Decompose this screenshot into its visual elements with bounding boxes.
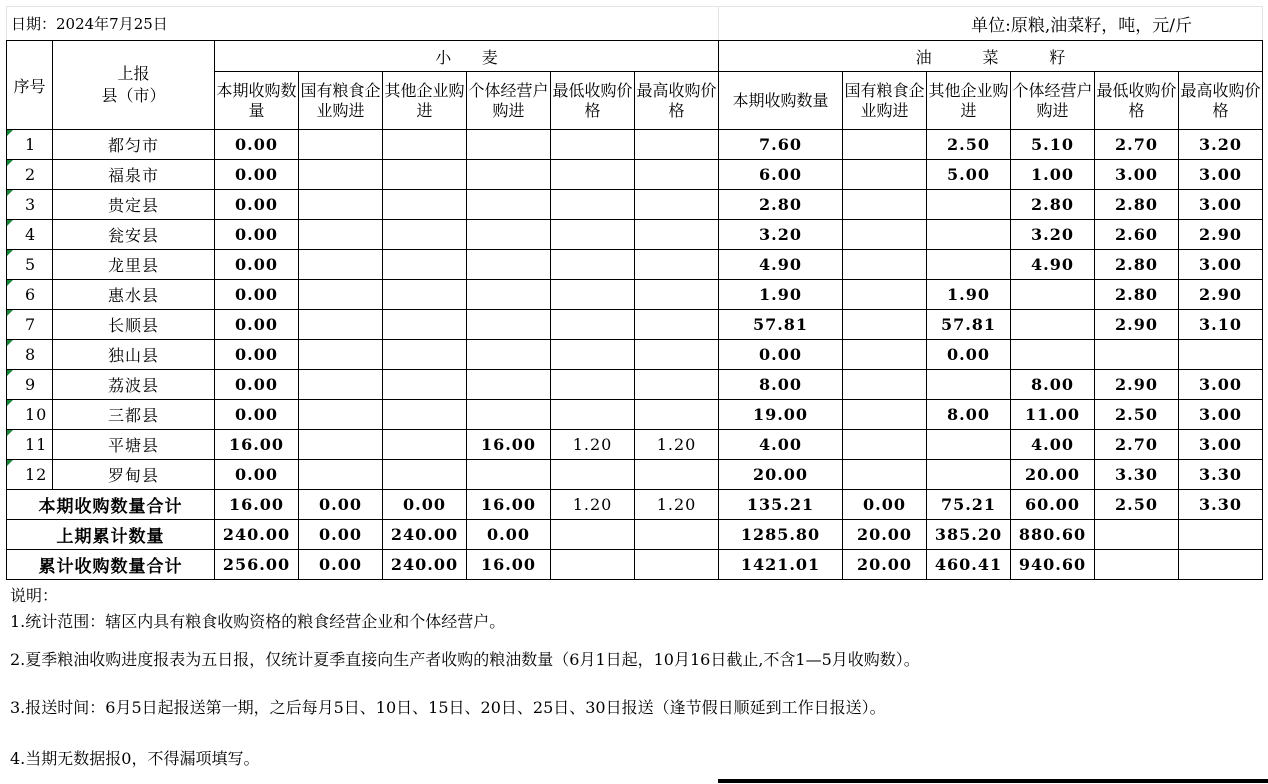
county-name[interactable]: 都匀市 xyxy=(53,130,215,160)
group-header-row xyxy=(7,41,1263,72)
wheat-cell[interactable]: 0.00 xyxy=(215,370,299,400)
note-item[interactable]: 4.当期无数据报0，不得漏项填写。 xyxy=(10,749,260,768)
sheet-bottom-edge xyxy=(718,779,1268,783)
rapeseed-col-header[interactable]: 最低收购价格 xyxy=(1095,72,1179,130)
wheat-cell[interactable] xyxy=(551,220,635,250)
rapeseed-cell[interactable] xyxy=(843,190,927,220)
wheat-cell[interactable]: 0.00 xyxy=(215,280,299,310)
total-row xyxy=(7,520,1263,550)
rapeseed-cell[interactable] xyxy=(843,160,927,190)
rapeseed-cell[interactable] xyxy=(927,430,1011,460)
table-row xyxy=(7,250,1263,280)
rapeseed-col-header[interactable]: 个体经营户购进 xyxy=(1011,72,1095,130)
wheat-cell[interactable] xyxy=(383,340,467,370)
wheat-cell[interactable] xyxy=(551,280,635,310)
rapeseed-cell[interactable]: 3.00 xyxy=(1179,190,1263,220)
wheat-cell[interactable] xyxy=(551,310,635,340)
rapeseed-cell[interactable] xyxy=(1011,340,1095,370)
note-item[interactable]: 3.报送时间：6月5日起报送第一期，之后每月5日、10日、15日、20日、25日、30日报送（逢节假日顺延到工作日报送）。 xyxy=(10,698,886,717)
rapeseed-cell[interactable] xyxy=(843,280,927,310)
purchase-table xyxy=(6,6,1263,580)
rapeseed-cell[interactable]: 0.00 xyxy=(719,340,843,370)
wheat-group-header[interactable]: 小 麦 xyxy=(215,41,719,72)
wheat-cell[interactable] xyxy=(383,310,467,340)
rapeseed-cell[interactable]: 3.00 xyxy=(1179,400,1263,430)
rapeseed-cell[interactable]: 3.00 xyxy=(1095,160,1179,190)
wheat-cell[interactable] xyxy=(635,370,719,400)
rapeseed-total-cell[interactable] xyxy=(1095,550,1179,580)
rapeseed-total-cell[interactable]: 460.41 xyxy=(927,550,1011,580)
wheat-total-cell[interactable]: 16.00 xyxy=(215,490,299,520)
rapeseed-cell[interactable]: 1.90 xyxy=(719,280,843,310)
rapeseed-cell[interactable]: 2.80 xyxy=(1095,250,1179,280)
wheat-total-cell[interactable]: 0.00 xyxy=(299,520,383,550)
rapeseed-cell[interactable] xyxy=(927,370,1011,400)
wheat-cell[interactable] xyxy=(299,400,383,430)
rapeseed-cell[interactable]: 3.20 xyxy=(1011,220,1095,250)
wheat-cell[interactable] xyxy=(551,190,635,220)
row-seq[interactable]: 9 xyxy=(7,370,53,400)
rapeseed-total-cell[interactable]: 0.00 xyxy=(843,490,927,520)
rapeseed-col-header[interactable]: 其他企业购进 xyxy=(927,72,1011,130)
rapeseed-total-cell[interactable]: 1285.80 xyxy=(719,520,843,550)
wheat-cell[interactable]: 0.00 xyxy=(215,310,299,340)
rapeseed-cell[interactable] xyxy=(843,220,927,250)
rapeseed-total-cell[interactable] xyxy=(1179,520,1263,550)
wheat-cell[interactable] xyxy=(551,130,635,160)
county-name[interactable]: 荔波县 xyxy=(53,370,215,400)
wheat-cell[interactable] xyxy=(635,220,719,250)
table-row xyxy=(7,370,1263,400)
wheat-cell[interactable]: 1.20 xyxy=(551,430,635,460)
wheat-cell[interactable] xyxy=(551,250,635,280)
row-seq[interactable]: 7 xyxy=(7,310,53,340)
rapeseed-cell[interactable]: 3.20 xyxy=(719,220,843,250)
rapeseed-cell[interactable]: 3.00 xyxy=(1179,370,1263,400)
row-seq[interactable]: 4 xyxy=(7,220,53,250)
unit-label[interactable]: 单位:原粮,油菜籽，吨，元/斤 xyxy=(719,7,1263,41)
rapeseed-cell[interactable] xyxy=(1095,340,1179,370)
county-name[interactable]: 长顺县 xyxy=(53,310,215,340)
wheat-cell[interactable] xyxy=(299,220,383,250)
table-row xyxy=(7,400,1263,430)
row-seq[interactable]: 2 xyxy=(7,160,53,190)
rapeseed-total-cell[interactable]: 20.00 xyxy=(843,520,927,550)
wheat-cell[interactable] xyxy=(467,160,551,190)
wheat-col-header[interactable]: 最高收购价格 xyxy=(635,72,719,130)
row-seq[interactable]: 6 xyxy=(7,280,53,310)
rapeseed-total-cell[interactable]: 385.20 xyxy=(927,520,1011,550)
rapeseed-total-cell[interactable]: 940.60 xyxy=(1011,550,1095,580)
wheat-col-header[interactable]: 国有粮食企业购进 xyxy=(299,72,383,130)
wheat-cell[interactable] xyxy=(551,340,635,370)
wheat-cell[interactable] xyxy=(635,250,719,280)
rapeseed-total-cell[interactable]: 2.50 xyxy=(1095,490,1179,520)
note-item[interactable]: 2.夏季粮油收购进度报表为五日报，仅统计夏季直接向生产者收购的粮油数量（6月1日起，10月16日截止,不含1—5月收购数）。 xyxy=(10,650,920,669)
wheat-cell[interactable] xyxy=(383,460,467,490)
wheat-cell[interactable] xyxy=(635,460,719,490)
table-row xyxy=(7,340,1263,370)
wheat-cell[interactable] xyxy=(551,370,635,400)
wheat-cell[interactable]: 16.00 xyxy=(467,430,551,460)
wheat-cell[interactable] xyxy=(467,400,551,430)
rapeseed-cell[interactable]: 8.00 xyxy=(1011,370,1095,400)
wheat-cell[interactable] xyxy=(635,190,719,220)
rapeseed-cell[interactable] xyxy=(927,190,1011,220)
rapeseed-cell[interactable]: 2.50 xyxy=(927,130,1011,160)
rapeseed-total-cell[interactable]: 60.00 xyxy=(1011,490,1095,520)
rapeseed-cell[interactable]: 2.90 xyxy=(1179,280,1263,310)
total-label[interactable]: 累计收购数量合计 xyxy=(7,550,215,580)
rapeseed-cell[interactable]: 4.90 xyxy=(719,250,843,280)
wheat-cell[interactable] xyxy=(299,310,383,340)
table-row xyxy=(7,280,1263,310)
wheat-cell[interactable] xyxy=(635,400,719,430)
wheat-total-cell[interactable]: 1.20 xyxy=(551,490,635,520)
rapeseed-cell[interactable]: 4.90 xyxy=(1011,250,1095,280)
wheat-cell[interactable] xyxy=(467,370,551,400)
rapeseed-cell[interactable] xyxy=(843,250,927,280)
wheat-total-cell[interactable]: 0.00 xyxy=(299,550,383,580)
wheat-cell[interactable] xyxy=(635,340,719,370)
rapeseed-cell[interactable]: 8.00 xyxy=(927,400,1011,430)
wheat-col-header[interactable]: 个体经营户购进 xyxy=(467,72,551,130)
rapeseed-cell[interactable] xyxy=(1011,310,1095,340)
wheat-cell[interactable] xyxy=(383,400,467,430)
wheat-col-header[interactable]: 本期收购数量 xyxy=(215,72,299,130)
rapeseed-cell[interactable]: 7.60 xyxy=(719,130,843,160)
county-name[interactable]: 平塘县 xyxy=(53,430,215,460)
wheat-cell[interactable] xyxy=(299,130,383,160)
row-seq[interactable]: 5 xyxy=(7,250,53,280)
wheat-cell[interactable] xyxy=(383,190,467,220)
title-row xyxy=(7,7,1263,41)
table-row xyxy=(7,460,1263,490)
rapeseed-cell[interactable]: 57.81 xyxy=(719,310,843,340)
wheat-total-cell[interactable]: 0.00 xyxy=(299,490,383,520)
wheat-cell[interactable] xyxy=(299,250,383,280)
table-row xyxy=(7,310,1263,340)
rapeseed-cell[interactable] xyxy=(927,250,1011,280)
wheat-cell[interactable]: 0.00 xyxy=(215,190,299,220)
rapeseed-col-header[interactable]: 本期收购数量 xyxy=(719,72,843,130)
wheat-cell[interactable]: 0.00 xyxy=(215,460,299,490)
rapeseed-cell[interactable]: 3.30 xyxy=(1095,460,1179,490)
wheat-cell[interactable] xyxy=(467,220,551,250)
rapeseed-cell[interactable]: 0.00 xyxy=(927,340,1011,370)
row-seq[interactable]: 10 xyxy=(7,400,53,430)
wheat-cell[interactable] xyxy=(383,430,467,460)
wheat-total-cell[interactable]: 16.00 xyxy=(467,490,551,520)
county-name[interactable]: 贵定县 xyxy=(53,190,215,220)
county-name[interactable]: 三都县 xyxy=(53,400,215,430)
wheat-cell[interactable]: 0.00 xyxy=(215,340,299,370)
rapeseed-cell[interactable]: 2.50 xyxy=(1095,400,1179,430)
notes xyxy=(10,585,1260,784)
wheat-cell[interactable]: 0.00 xyxy=(215,220,299,250)
wheat-cell[interactable] xyxy=(467,310,551,340)
rapeseed-cell[interactable] xyxy=(843,370,927,400)
county-name[interactable]: 福泉市 xyxy=(53,160,215,190)
rapeseed-total-cell[interactable]: 3.30 xyxy=(1179,490,1263,520)
total-label[interactable]: 上期累计数量 xyxy=(7,520,215,550)
rapeseed-total-cell[interactable] xyxy=(1179,550,1263,580)
rapeseed-total-cell[interactable]: 1421.01 xyxy=(719,550,843,580)
wheat-cell[interactable] xyxy=(383,370,467,400)
seq-header[interactable]: 序号 xyxy=(7,41,53,130)
wheat-cell[interactable] xyxy=(383,250,467,280)
row-seq[interactable]: 3 xyxy=(7,190,53,220)
wheat-cell[interactable] xyxy=(467,280,551,310)
wheat-cell[interactable] xyxy=(383,160,467,190)
table-row xyxy=(7,220,1263,250)
rapeseed-cell[interactable]: 19.00 xyxy=(719,400,843,430)
row-seq[interactable]: 12 xyxy=(7,460,53,490)
rapeseed-cell[interactable]: 5.00 xyxy=(927,160,1011,190)
county-name[interactable]: 龙里县 xyxy=(53,250,215,280)
row-seq[interactable]: 8 xyxy=(7,340,53,370)
rapeseed-group-header[interactable]: 油 菜 籽 xyxy=(719,41,1263,72)
wheat-total-cell[interactable] xyxy=(551,520,635,550)
wheat-total-cell[interactable]: 256.00 xyxy=(215,550,299,580)
row-seq[interactable]: 11 xyxy=(7,430,53,460)
wheat-cell[interactable]: 0.00 xyxy=(215,250,299,280)
wheat-total-cell[interactable]: 240.00 xyxy=(215,520,299,550)
rapeseed-cell[interactable]: 2.60 xyxy=(1095,220,1179,250)
wheat-cell[interactable]: 16.00 xyxy=(215,430,299,460)
rapeseed-cell[interactable]: 4.00 xyxy=(1011,430,1095,460)
wheat-cell[interactable] xyxy=(635,130,719,160)
wheat-cell[interactable] xyxy=(383,130,467,160)
wheat-cell[interactable] xyxy=(299,370,383,400)
county-name[interactable]: 罗甸县 xyxy=(53,460,215,490)
rapeseed-cell[interactable] xyxy=(843,340,927,370)
wheat-cell[interactable] xyxy=(467,190,551,220)
rapeseed-cell[interactable]: 8.00 xyxy=(719,370,843,400)
rapeseed-cell[interactable]: 2.80 xyxy=(1095,280,1179,310)
county-name[interactable]: 独山县 xyxy=(53,340,215,370)
rapeseed-cell[interactable]: 3.00 xyxy=(1179,160,1263,190)
notes-title[interactable]: 说明： xyxy=(10,586,59,605)
rapeseed-cell[interactable] xyxy=(843,130,927,160)
wheat-total-cell[interactable]: 16.00 xyxy=(467,550,551,580)
rapeseed-cell[interactable]: 5.10 xyxy=(1011,130,1095,160)
wheat-total-cell[interactable]: 0.00 xyxy=(383,490,467,520)
rapeseed-cell[interactable]: 2.90 xyxy=(1179,220,1263,250)
wheat-cell[interactable] xyxy=(299,160,383,190)
rapeseed-cell[interactable]: 2.70 xyxy=(1095,130,1179,160)
rapeseed-cell[interactable] xyxy=(1011,280,1095,310)
wheat-cell[interactable] xyxy=(635,280,719,310)
total-row xyxy=(7,490,1263,520)
wheat-cell[interactable]: 0.00 xyxy=(215,400,299,430)
wheat-total-cell[interactable]: 0.00 xyxy=(467,520,551,550)
rapeseed-cell[interactable]: 2.80 xyxy=(1011,190,1095,220)
wheat-total-cell[interactable] xyxy=(635,520,719,550)
rapeseed-cell[interactable]: 4.00 xyxy=(719,430,843,460)
wheat-total-cell[interactable] xyxy=(635,550,719,580)
rapeseed-cell[interactable]: 1.00 xyxy=(1011,160,1095,190)
rapeseed-cell[interactable]: 2.90 xyxy=(1095,310,1179,340)
wheat-total-cell[interactable]: 240.00 xyxy=(383,550,467,580)
rapeseed-total-cell[interactable]: 20.00 xyxy=(843,550,927,580)
rapeseed-cell[interactable] xyxy=(1179,340,1263,370)
wheat-cell[interactable] xyxy=(383,220,467,250)
rapeseed-total-cell[interactable]: 135.21 xyxy=(719,490,843,520)
rapeseed-total-cell[interactable]: 880.60 xyxy=(1011,520,1095,550)
rapeseed-cell[interactable]: 20.00 xyxy=(1011,460,1095,490)
total-row xyxy=(7,550,1263,580)
rapeseed-cell[interactable]: 57.81 xyxy=(927,310,1011,340)
wheat-cell[interactable] xyxy=(635,160,719,190)
wheat-col-header[interactable]: 最低收购价格 xyxy=(551,72,635,130)
rapeseed-total-cell[interactable] xyxy=(1095,520,1179,550)
report-sheet xyxy=(6,6,1263,768)
wheat-cell[interactable] xyxy=(467,460,551,490)
rapeseed-cell[interactable]: 1.90 xyxy=(927,280,1011,310)
rapeseed-cell[interactable] xyxy=(927,460,1011,490)
wheat-cell[interactable] xyxy=(551,400,635,430)
rapeseed-cell[interactable]: 3.30 xyxy=(1179,460,1263,490)
wheat-cell[interactable] xyxy=(467,340,551,370)
table-row xyxy=(7,430,1263,460)
table-row xyxy=(7,190,1263,220)
wheat-cell[interactable] xyxy=(551,460,635,490)
rapeseed-cell[interactable]: 2.90 xyxy=(1095,370,1179,400)
county-name[interactable]: 惠水县 xyxy=(53,280,215,310)
wheat-cell[interactable] xyxy=(467,250,551,280)
wheat-cell[interactable] xyxy=(383,280,467,310)
rapeseed-cell[interactable] xyxy=(843,310,927,340)
wheat-cell[interactable] xyxy=(299,280,383,310)
rapeseed-total-cell[interactable]: 75.21 xyxy=(927,490,1011,520)
rapeseed-cell[interactable]: 3.00 xyxy=(1179,430,1263,460)
rapeseed-col-header[interactable]: 国有粮食企业购进 xyxy=(843,72,927,130)
rapeseed-cell[interactable]: 2.80 xyxy=(719,190,843,220)
wheat-total-cell[interactable] xyxy=(551,550,635,580)
wheat-cell[interactable] xyxy=(467,130,551,160)
wheat-cell[interactable]: 0.00 xyxy=(215,130,299,160)
table-row xyxy=(7,160,1263,190)
rapeseed-cell[interactable]: 11.00 xyxy=(1011,400,1095,430)
rapeseed-cell[interactable] xyxy=(843,430,927,460)
rapeseed-col-header[interactable]: 最高收购价格 xyxy=(1179,72,1263,130)
county-header[interactable]: 上报 县（市） xyxy=(53,41,215,130)
rapeseed-cell[interactable]: 3.10 xyxy=(1179,310,1263,340)
note-item[interactable]: 1.统计范围：辖区内具有粮食收购资格的粮食经营企业和个体经营户。 xyxy=(10,612,506,631)
total-label[interactable]: 本期收购数量合计 xyxy=(7,490,215,520)
wheat-cell[interactable]: 0.00 xyxy=(215,160,299,190)
rapeseed-cell[interactable]: 2.80 xyxy=(1095,190,1179,220)
wheat-cell[interactable] xyxy=(299,430,383,460)
rapeseed-cell[interactable] xyxy=(927,220,1011,250)
wheat-cell[interactable]: 1.20 xyxy=(635,430,719,460)
wheat-cell[interactable] xyxy=(299,340,383,370)
report-date[interactable]: 日期：2024年7月25日 xyxy=(7,7,719,41)
wheat-col-header[interactable]: 其他企业购进 xyxy=(383,72,467,130)
rapeseed-cell[interactable] xyxy=(843,400,927,430)
row-seq[interactable]: 1 xyxy=(7,130,53,160)
rapeseed-cell[interactable]: 2.70 xyxy=(1095,430,1179,460)
wheat-cell[interactable] xyxy=(299,460,383,490)
rapeseed-cell[interactable] xyxy=(843,460,927,490)
rapeseed-cell[interactable]: 3.00 xyxy=(1179,250,1263,280)
wheat-cell[interactable] xyxy=(551,160,635,190)
rapeseed-cell[interactable]: 3.20 xyxy=(1179,130,1263,160)
rapeseed-cell[interactable]: 6.00 xyxy=(719,160,843,190)
wheat-cell[interactable] xyxy=(635,310,719,340)
county-name[interactable]: 瓮安县 xyxy=(53,220,215,250)
wheat-total-cell[interactable]: 1.20 xyxy=(635,490,719,520)
wheat-total-cell[interactable]: 240.00 xyxy=(383,520,467,550)
wheat-cell[interactable] xyxy=(299,190,383,220)
table-row xyxy=(7,130,1263,160)
rapeseed-cell[interactable]: 20.00 xyxy=(719,460,843,490)
